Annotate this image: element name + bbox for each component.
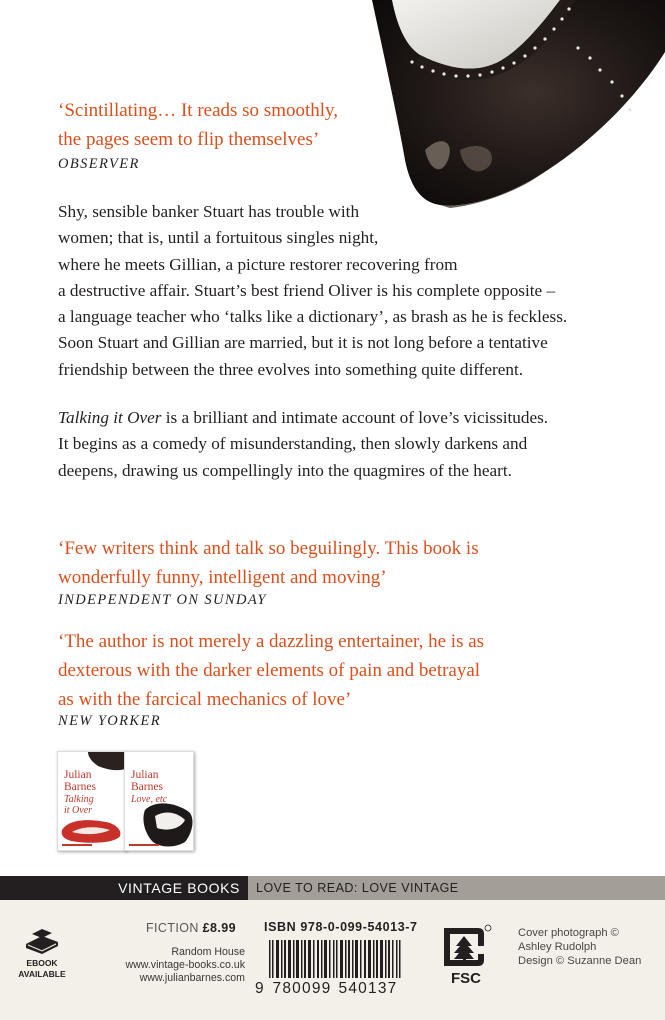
book-author (64, 769, 96, 793)
quote-line: ‘Scintillating… It reads so smoothly, (58, 100, 339, 121)
blurb-line-rest: is a brilliant and intimate account of love’s vicissitudes. (161, 408, 549, 427)
blurb-line: Soon Stuart and Gillian are married, but it is not long before a tentative (58, 333, 548, 353)
quote-line: dexterous with the darker elements of pain and betrayal (58, 660, 481, 681)
fsc-logo (438, 920, 494, 988)
blurb-line: a destructive affair. Stuart’s best friend Oliver is his complete opposite – (58, 280, 556, 300)
author-last-name: Barnes (64, 781, 96, 793)
barcode-number (255, 978, 415, 1000)
blurb-line: Shy, sensible banker Stuart has trouble with (58, 202, 360, 221)
book-title-line: Love, etc (131, 794, 168, 805)
category-price (146, 921, 236, 935)
price: £8.99 (202, 921, 236, 935)
book-author (131, 769, 163, 793)
publisher-info (125, 946, 245, 985)
quote-source-new-yorker: NEW YORKER (58, 713, 162, 729)
blurb-line: women; that is, until a fortuitous singles night, (58, 228, 379, 248)
quote-line: ‘The author is not merely a dazzling entertainer, he is as (58, 631, 485, 652)
book-thumbnail-love-etc (124, 751, 194, 851)
imprint-tagline: LOVE TO READ: LOVE VINTAGE (248, 876, 665, 900)
fsc-label: FSC (451, 970, 481, 987)
blurb-line: where he meets Gillian, a picture restorer recovering from (58, 254, 458, 274)
ebook-line: EBOOK (26, 958, 58, 968)
blurb-paragraph-2 (58, 405, 618, 484)
ebook-icon (22, 924, 60, 956)
book-thumbnail-talking-it-over (57, 751, 127, 851)
book-title (64, 794, 94, 816)
book-title (131, 794, 167, 805)
blurb-line: friendship between the three evolves into something quite different. (58, 359, 524, 379)
imprint-band (0, 876, 665, 900)
blurb-line (58, 405, 618, 431)
quote-observer (58, 96, 338, 154)
ebook-line: AVAILABLE (18, 969, 66, 979)
isbn: ISBN 978-0-099-54013-7 (264, 920, 418, 934)
ebook-available-label (14, 958, 70, 980)
credit-line: Ashley Rudolph (518, 941, 597, 953)
imprint-name: VINTAGE BOOKS (0, 876, 248, 900)
book-title-line: it Over (64, 805, 93, 816)
quote-line: as with the farcical mechanics of love’ (58, 689, 352, 710)
publisher-url: www.vintage-books.co.uk (125, 959, 245, 971)
quote-line: wonderfully funny, intelligent and moving’ (58, 567, 387, 588)
category-label: FICTION (146, 921, 199, 935)
barcode-digits-right: 540137 (335, 980, 401, 998)
publisher-name: Random House (171, 946, 245, 958)
back-cover-footer (0, 900, 665, 1020)
quote-line: the pages seem to flip themselves’ (58, 129, 320, 150)
quote-source-independent: INDEPENDENT ON SUNDAY (58, 592, 267, 608)
quote-source-observer: OBSERVER (58, 156, 140, 172)
quote-new-yorker (58, 627, 484, 714)
author-url: www.julianbarnes.com (139, 972, 245, 984)
blurb-line: It begins as a comedy of misunderstanding, then slowly darkens and (58, 434, 528, 454)
cover-credits (518, 926, 641, 968)
quote-line: ‘Few writers think and talk so beguilingly. This book is (58, 538, 479, 559)
book-title-italic: Talking it Over (58, 408, 162, 427)
author-first-name: Julian (131, 769, 159, 781)
credit-line: Cover photograph © (518, 927, 619, 939)
quote-independent (58, 534, 479, 592)
credit-line: Design © Suzanne Dean (518, 955, 642, 967)
blurb-line: a language teacher who ‘talks like a dictionary’, as brash as he is feckless. (58, 307, 568, 327)
author-first-name: Julian (64, 769, 92, 781)
blurb-line: deepens, drawing us compellingly into the quagmires of the heart. (58, 460, 512, 480)
blurb-paragraph-1 (58, 199, 618, 383)
barcode-digits-left: 780099 (269, 980, 335, 998)
book-title-line: Talking (64, 794, 94, 805)
author-last-name: Barnes (131, 781, 163, 793)
barcode-digit: 9 (255, 980, 265, 997)
